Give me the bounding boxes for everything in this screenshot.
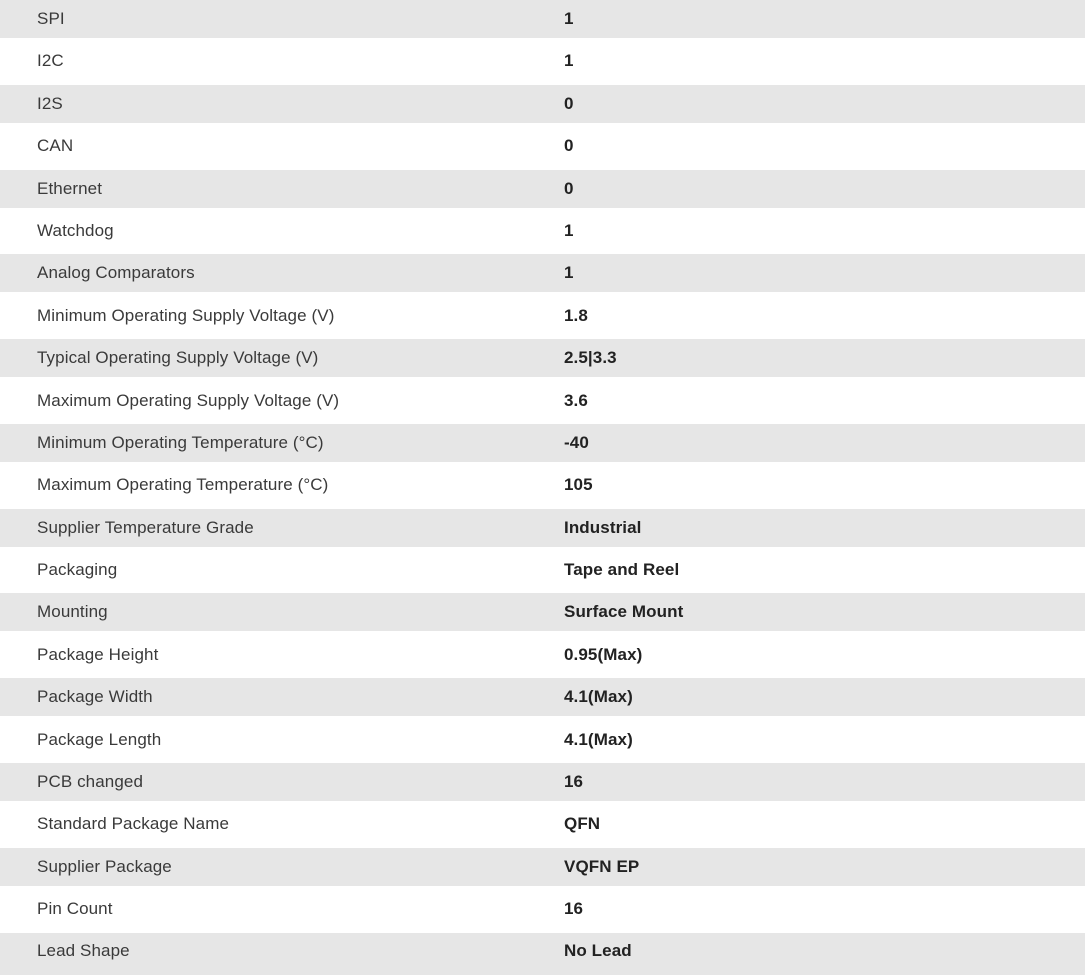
spec-label: Maximum Operating Temperature (°C) <box>37 475 329 495</box>
spec-row <box>0 466 1085 504</box>
spec-row <box>0 805 1085 843</box>
spec-value: -40 <box>564 432 589 452</box>
spec-value: 1 <box>564 263 574 283</box>
spec-row <box>0 212 1085 250</box>
spec-row <box>0 382 1085 420</box>
spec-label: Supplier Temperature Grade <box>37 517 254 537</box>
spec-value: 3.6 <box>564 390 588 410</box>
spec-label: Standard Package Name <box>37 814 230 834</box>
spec-value: 4.1(Max) <box>564 729 633 749</box>
spec-row <box>0 424 1085 462</box>
spec-label: Package Length <box>37 729 162 749</box>
spec-label: SPI <box>37 9 65 28</box>
spec-row <box>0 42 1085 80</box>
spec-label: Ethernet <box>37 178 103 198</box>
spec-value: Industrial <box>564 517 642 537</box>
spec-value: 16 <box>564 899 584 919</box>
spec-label: Minimum Operating Supply Voltage (V) <box>37 305 335 325</box>
spec-value: Tape and Reel <box>564 560 680 580</box>
spec-label: Minimum Operating Temperature (°C) <box>37 432 324 452</box>
spec-row <box>0 339 1085 377</box>
spec-label: I2C <box>37 51 64 71</box>
spec-row <box>0 0 1085 38</box>
spec-label: CAN <box>37 136 74 156</box>
spec-row <box>0 678 1085 716</box>
spec-value: Surface Mount <box>564 602 684 622</box>
spec-value: 16 <box>564 772 584 792</box>
spec-row <box>0 636 1085 674</box>
spec-label: Watchdog <box>37 220 114 240</box>
spec-row <box>0 890 1085 928</box>
spec-row <box>0 127 1085 165</box>
spec-row <box>0 170 1085 208</box>
spec-label: Analog Comparators <box>37 263 195 283</box>
spec-value: No Lead <box>564 940 632 960</box>
spec-label: I2S <box>37 93 63 113</box>
spec-value: 1 <box>564 9 574 28</box>
spec-row <box>0 254 1085 292</box>
spec-value: 1 <box>564 220 574 240</box>
spec-value: 1 <box>564 51 574 71</box>
spec-value: 1.8 <box>564 305 588 325</box>
spec-label: Typical Operating Supply Voltage (V) <box>37 348 319 368</box>
spec-value: 0 <box>564 93 574 113</box>
spec-label: Package Height <box>37 644 159 664</box>
spec-label: Mounting <box>37 602 108 622</box>
spec-row <box>0 721 1085 759</box>
spec-label: Packaging <box>37 560 118 580</box>
spec-label: Supplier Package <box>37 856 172 876</box>
spec-row <box>0 551 1085 589</box>
spec-value: 2.5|3.3 <box>564 348 617 368</box>
spec-label: Pin Count <box>37 899 113 919</box>
spec-label: Maximum Operating Supply Voltage (V) <box>37 390 340 410</box>
spec-row <box>0 848 1085 886</box>
spec-label: Package Width <box>37 687 153 707</box>
spec-value: 0.95(Max) <box>564 644 643 664</box>
spec-value: 0 <box>564 136 574 156</box>
spec-label: Lead Shape <box>37 940 130 960</box>
spec-value: QFN <box>564 814 601 834</box>
spec-value: VQFN EP <box>564 856 640 876</box>
spec-row <box>0 763 1085 801</box>
spec-row <box>0 593 1085 631</box>
spec-value: 0 <box>564 178 574 198</box>
spec-value: 105 <box>564 475 593 495</box>
spec-row <box>0 85 1085 123</box>
spec-row <box>0 933 1085 975</box>
spec-row <box>0 297 1085 335</box>
spec-value: 4.1(Max) <box>564 687 633 707</box>
spec-label: PCB changed <box>37 772 144 792</box>
spec-row <box>0 509 1085 547</box>
